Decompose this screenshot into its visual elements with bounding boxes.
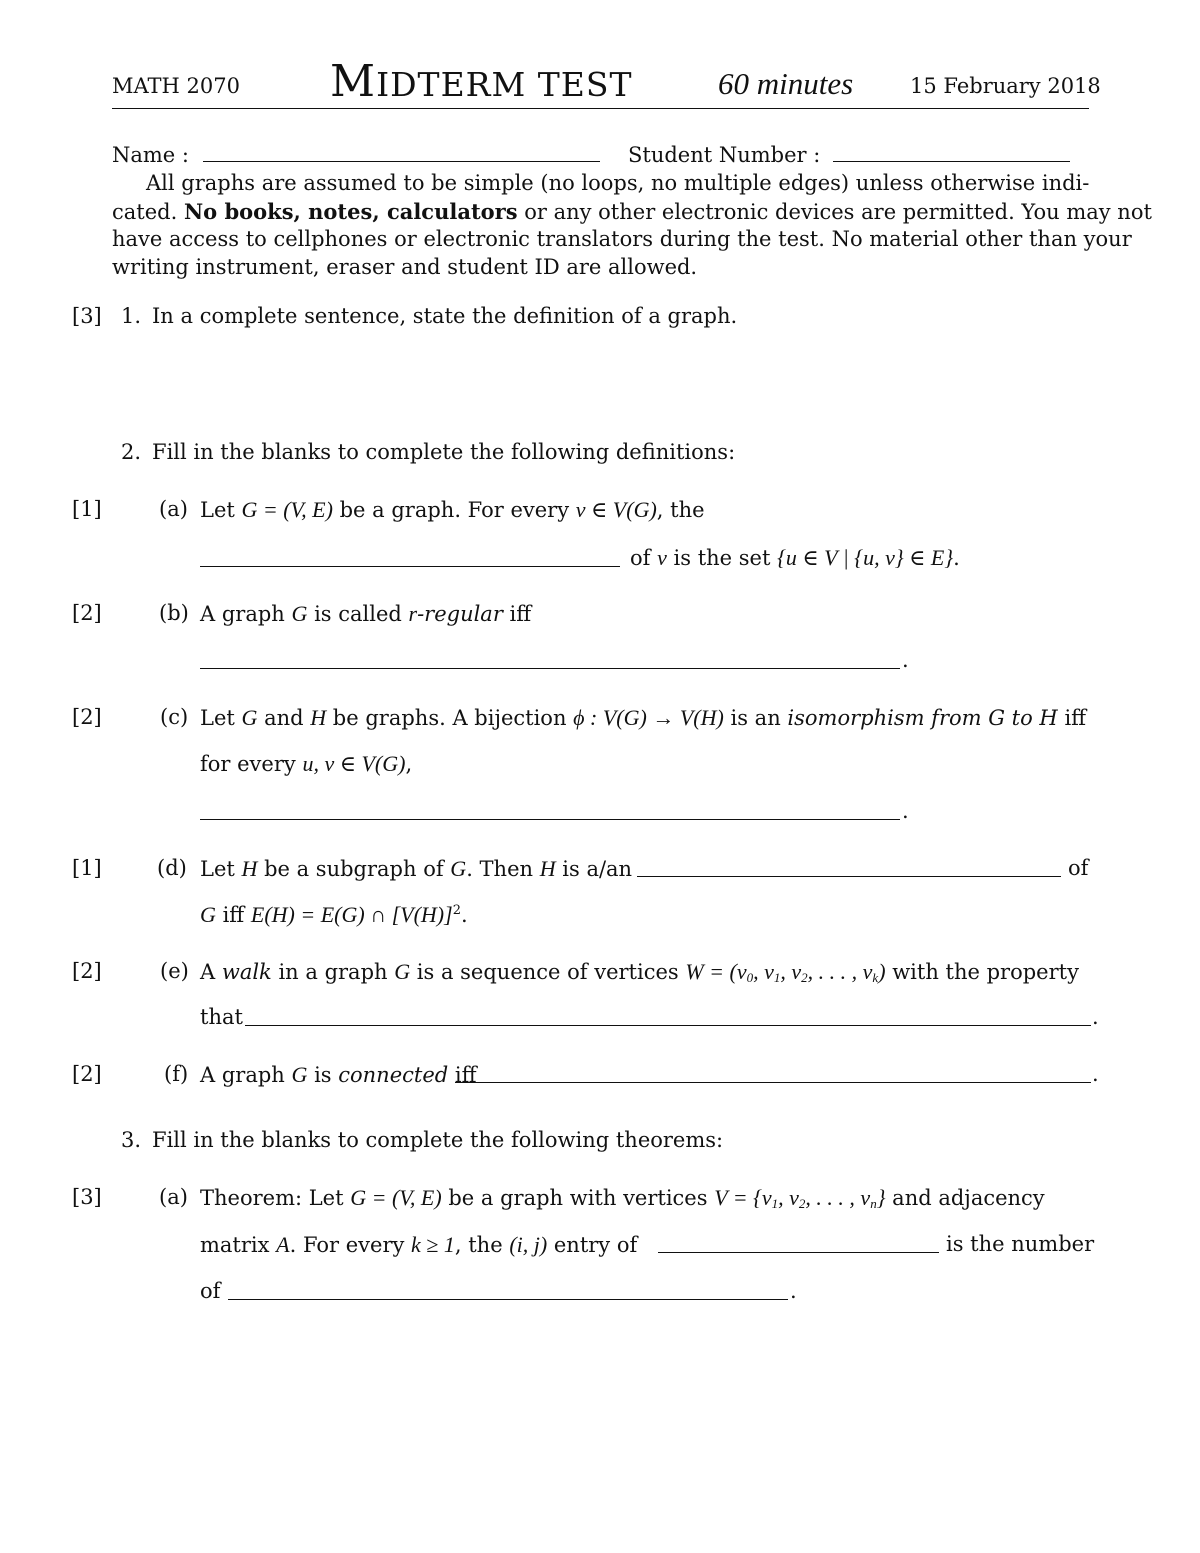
q3-number: 3.	[121, 1128, 142, 1152]
math: G	[291, 1062, 308, 1087]
q3a-of: of	[200, 1279, 221, 1303]
q2e-marks: [2]	[72, 959, 102, 983]
q2e-label: (e)	[160, 959, 189, 983]
q2c-marks: [2]	[72, 705, 102, 729]
exam-title	[330, 56, 633, 107]
text: be a subgraph of	[257, 857, 451, 881]
q3a-period: .	[790, 1279, 797, 1303]
exam-date: 15 February 2018	[910, 74, 1101, 98]
q2d-of: of	[1068, 856, 1089, 880]
q2c-line-2	[200, 751, 412, 777]
superscript: 2	[452, 903, 461, 918]
math: )	[878, 959, 886, 984]
math: G	[241, 705, 258, 730]
math: G	[200, 902, 216, 927]
subscript: k	[872, 970, 879, 985]
course-code: MATH 2070	[112, 74, 240, 98]
q3a-line-1	[200, 1185, 1045, 1212]
text: be graphs. A bijection	[326, 706, 574, 730]
text: be a graph with vertices	[441, 1186, 715, 1210]
text: and adjacency	[885, 1186, 1045, 1210]
q2d-line-2	[200, 902, 468, 928]
text: Let	[200, 706, 242, 730]
student-number-field[interactable]	[833, 161, 1070, 162]
q2-intro: Fill in the blanks to complete the following definitions:	[152, 440, 736, 464]
math: G = (V, E)	[350, 1185, 442, 1210]
q1-number: 1.	[121, 304, 142, 328]
q3a-line-2	[200, 1232, 637, 1258]
math: V = {v	[714, 1185, 772, 1210]
text: with the property	[885, 960, 1079, 984]
instructions-line-1: All graphs are assumed to be simple (no loops, no multiple edges) unless otherwise indi-	[146, 171, 1090, 195]
student-number-label: Student Number :	[628, 143, 821, 167]
text: A graph	[200, 1063, 292, 1087]
subscript: 2	[798, 1196, 806, 1211]
exam-title-initial: M	[330, 56, 377, 107]
math: H	[310, 705, 327, 730]
q1-text: In a complete sentence, state the definition of a graph.	[152, 304, 738, 328]
text: is the set	[666, 546, 778, 570]
text: Theorem: Let	[200, 1186, 351, 1210]
name-field[interactable]	[203, 161, 600, 162]
q2f-blank[interactable]	[455, 1082, 1091, 1083]
math: G = (V, E)	[241, 497, 333, 522]
math: , v	[753, 959, 774, 984]
math: v	[657, 545, 667, 570]
q2e-blank[interactable]	[245, 1025, 1091, 1026]
text: is a sequence of vertices	[410, 960, 686, 984]
text: be a graph. For every	[332, 498, 576, 522]
math: (i, j)	[509, 1232, 548, 1257]
math: G	[291, 601, 308, 626]
q2a-line-1	[200, 497, 705, 523]
q3a-is-the-number: is the number	[946, 1232, 1095, 1256]
text: matrix	[200, 1233, 277, 1257]
q2c-blank[interactable]	[200, 819, 900, 820]
subscript: 1	[771, 1196, 779, 1211]
q2e-that: that	[200, 1005, 243, 1029]
q2a-blank[interactable]	[200, 566, 620, 567]
math: W = (v	[685, 959, 747, 984]
q2a-label: (a)	[159, 497, 188, 521]
text: Let	[200, 498, 242, 522]
name-label: Name :	[112, 143, 189, 167]
q2d-label: (d)	[157, 856, 187, 880]
q2c-period: .	[902, 799, 909, 823]
q2b-line-1	[200, 601, 531, 627]
text: iff	[215, 903, 251, 927]
q2d-line-1	[200, 856, 632, 882]
exam-duration: 60 minutes	[718, 66, 854, 101]
math: u, v ∈ V(G)	[302, 751, 406, 776]
text: Let	[200, 857, 242, 881]
subscript: 2	[801, 970, 808, 985]
q2f-label: (f)	[164, 1062, 189, 1086]
q2f-line-1	[200, 1062, 477, 1088]
math: A	[276, 1232, 290, 1257]
text: , the	[656, 498, 705, 522]
text: and	[257, 706, 311, 730]
text: in a graph	[271, 960, 395, 984]
text: ,	[405, 752, 413, 776]
q2a-marks: [1]	[72, 497, 102, 521]
q2a-line-2	[630, 545, 960, 571]
instructions-text: or any other electronic devices are permitted. You may not	[517, 200, 1152, 224]
text: iff	[448, 1063, 477, 1087]
text: .	[460, 903, 468, 927]
q2b-marks: [2]	[72, 601, 102, 625]
q2f-marks: [2]	[72, 1062, 102, 1086]
math: , v	[778, 1185, 799, 1210]
exam-title-rest: IDTERM TEST	[376, 65, 633, 104]
subscript: 1	[773, 970, 781, 985]
emphasis: isomorphism from G to H	[787, 706, 1058, 730]
math: E(H) = E(G) ∩ [V(H)]	[250, 902, 453, 927]
math	[685, 959, 885, 984]
text: is an	[723, 706, 788, 730]
instructions-line-3: have access to cellphones or electronic translators during the test. No material other than your	[112, 227, 1132, 251]
q3a-marks: [3]	[72, 1185, 102, 1209]
text: .	[953, 546, 960, 570]
math: H	[241, 856, 258, 881]
math: r	[408, 601, 418, 626]
math: k ≥ 1	[411, 1232, 455, 1257]
math	[714, 1185, 885, 1210]
text: A graph	[200, 602, 292, 626]
q2-number: 2.	[121, 440, 142, 464]
math: G	[450, 856, 467, 881]
emphasis: walk	[221, 960, 272, 984]
q2b-period: .	[902, 648, 909, 672]
q3a-blank-1[interactable]	[658, 1252, 939, 1253]
subscript: 0	[746, 970, 754, 985]
math: }	[876, 1185, 886, 1210]
text: iff	[502, 602, 532, 626]
instructions-bold: No books, notes, calculators	[183, 199, 518, 224]
emphasis: -regular	[417, 602, 503, 626]
q2f-period: .	[1092, 1062, 1099, 1086]
q1-answer-space[interactable]	[152, 340, 1088, 430]
q3-intro: Fill in the blanks to complete the following theorems:	[152, 1128, 724, 1152]
q1-marks: [3]	[72, 304, 102, 328]
math: {u ∈ V | {u, v} ∈ E}	[777, 545, 954, 570]
instructions-text: cated.	[112, 200, 184, 224]
math: ϕ : V(G) → V(H)	[573, 705, 724, 730]
text: , the	[454, 1233, 510, 1257]
math: G	[394, 959, 411, 984]
q2d-marks: [1]	[72, 856, 102, 880]
text: entry of	[547, 1233, 638, 1257]
q2b-label: (b)	[159, 601, 189, 625]
math: , v	[780, 959, 802, 984]
math: , . . . , v	[805, 1185, 871, 1210]
emphasis: connected	[338, 1063, 449, 1087]
q2e-period: .	[1092, 1005, 1099, 1029]
subscript: n	[870, 1196, 877, 1211]
text: A	[200, 960, 222, 984]
q3a-label: (a)	[159, 1185, 188, 1209]
instructions-line-4: writing instrument, eraser and student ID are allowed.	[112, 255, 698, 279]
text: is a/an	[555, 857, 633, 881]
text: for every	[200, 752, 303, 776]
q2d-blank[interactable]	[637, 876, 1061, 877]
q2c-label: (c)	[160, 705, 189, 729]
instructions-line-2	[112, 199, 1152, 224]
q3a-blank-2[interactable]	[228, 1299, 788, 1300]
header-rule	[112, 108, 1089, 109]
text: is	[307, 1063, 339, 1087]
text: is called	[307, 602, 409, 626]
math: , . . . , v	[807, 959, 873, 984]
q2c-line-1	[200, 705, 1086, 731]
math: v ∈ V(G)	[575, 497, 657, 522]
text: iff	[1057, 706, 1087, 730]
text: . For every	[289, 1233, 412, 1257]
q2b-blank[interactable]	[200, 668, 900, 669]
text: of	[630, 546, 658, 570]
q2e-line-1	[200, 959, 1079, 986]
math: H	[539, 856, 556, 881]
text: . Then	[466, 857, 540, 881]
